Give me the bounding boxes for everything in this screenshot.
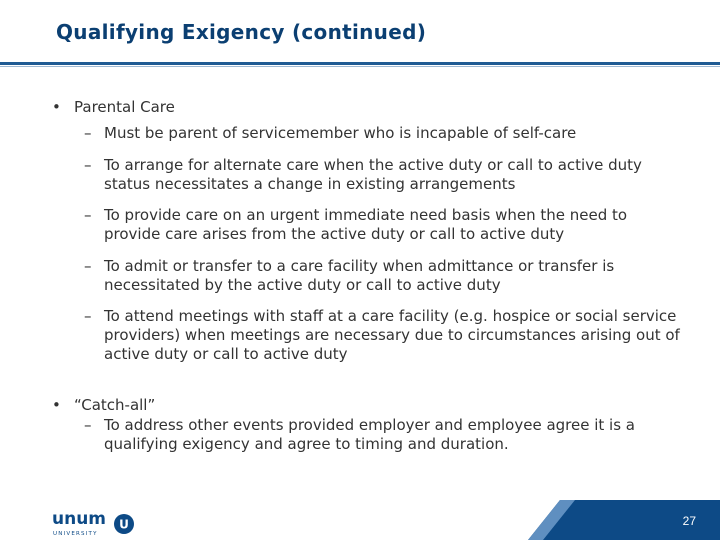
svg-text:UNIVERSITY: UNIVERSITY — [53, 531, 98, 537]
title-divider — [0, 62, 720, 65]
bullet-dot: • — [52, 396, 61, 414]
bullet-dot: • — [52, 98, 61, 116]
title-divider-thin — [0, 66, 720, 67]
subitem — [84, 257, 688, 295]
subitem — [84, 416, 688, 454]
dash-marker: – — [84, 307, 92, 325]
subitem-text: To attend meetings with staff at a care facility (e.g. hospice or social service providers) when meetings are necessary due to circumstances arising out of active duty or call to active duty — [104, 307, 680, 363]
page-number: 27 — [682, 514, 696, 528]
bullet-parental-care: Parental Care — [74, 98, 175, 116]
subitem — [84, 156, 654, 194]
svg-text:U: U — [119, 517, 129, 532]
subitem — [84, 307, 688, 364]
dash-marker: – — [84, 156, 92, 174]
subitem-text: To provide care on an urgent immediate need basis when the need to provide care arises from the active duty or call to active duty — [104, 206, 628, 243]
bullet-catch-all: “Catch-all” — [74, 396, 156, 414]
subitem-text: Must be parent of servicemember who is incapable of self-care — [104, 124, 577, 142]
dash-marker: – — [84, 416, 92, 434]
subitem-text: To admit or transfer to a care facility when admittance or transfer is necessitated by the active duty or call to active duty — [104, 257, 615, 294]
unum-university-logo — [52, 507, 136, 537]
dash-marker: – — [84, 257, 92, 275]
subitem-text: To arrange for alternate care when the active duty or call to active duty status necessitates a change in existing arrangements — [104, 156, 642, 193]
dash-marker: – — [84, 206, 92, 224]
subitem — [84, 206, 688, 244]
subitem — [84, 124, 684, 143]
slide-title: Qualifying Exigency (continued) — [56, 20, 427, 44]
svg-text:unum: unum — [52, 509, 107, 529]
dash-marker: – — [84, 124, 92, 142]
subitem-text: To address other events provided employer and employee agree it is a qualifying exigency and agree to timing and duration. — [104, 416, 635, 453]
